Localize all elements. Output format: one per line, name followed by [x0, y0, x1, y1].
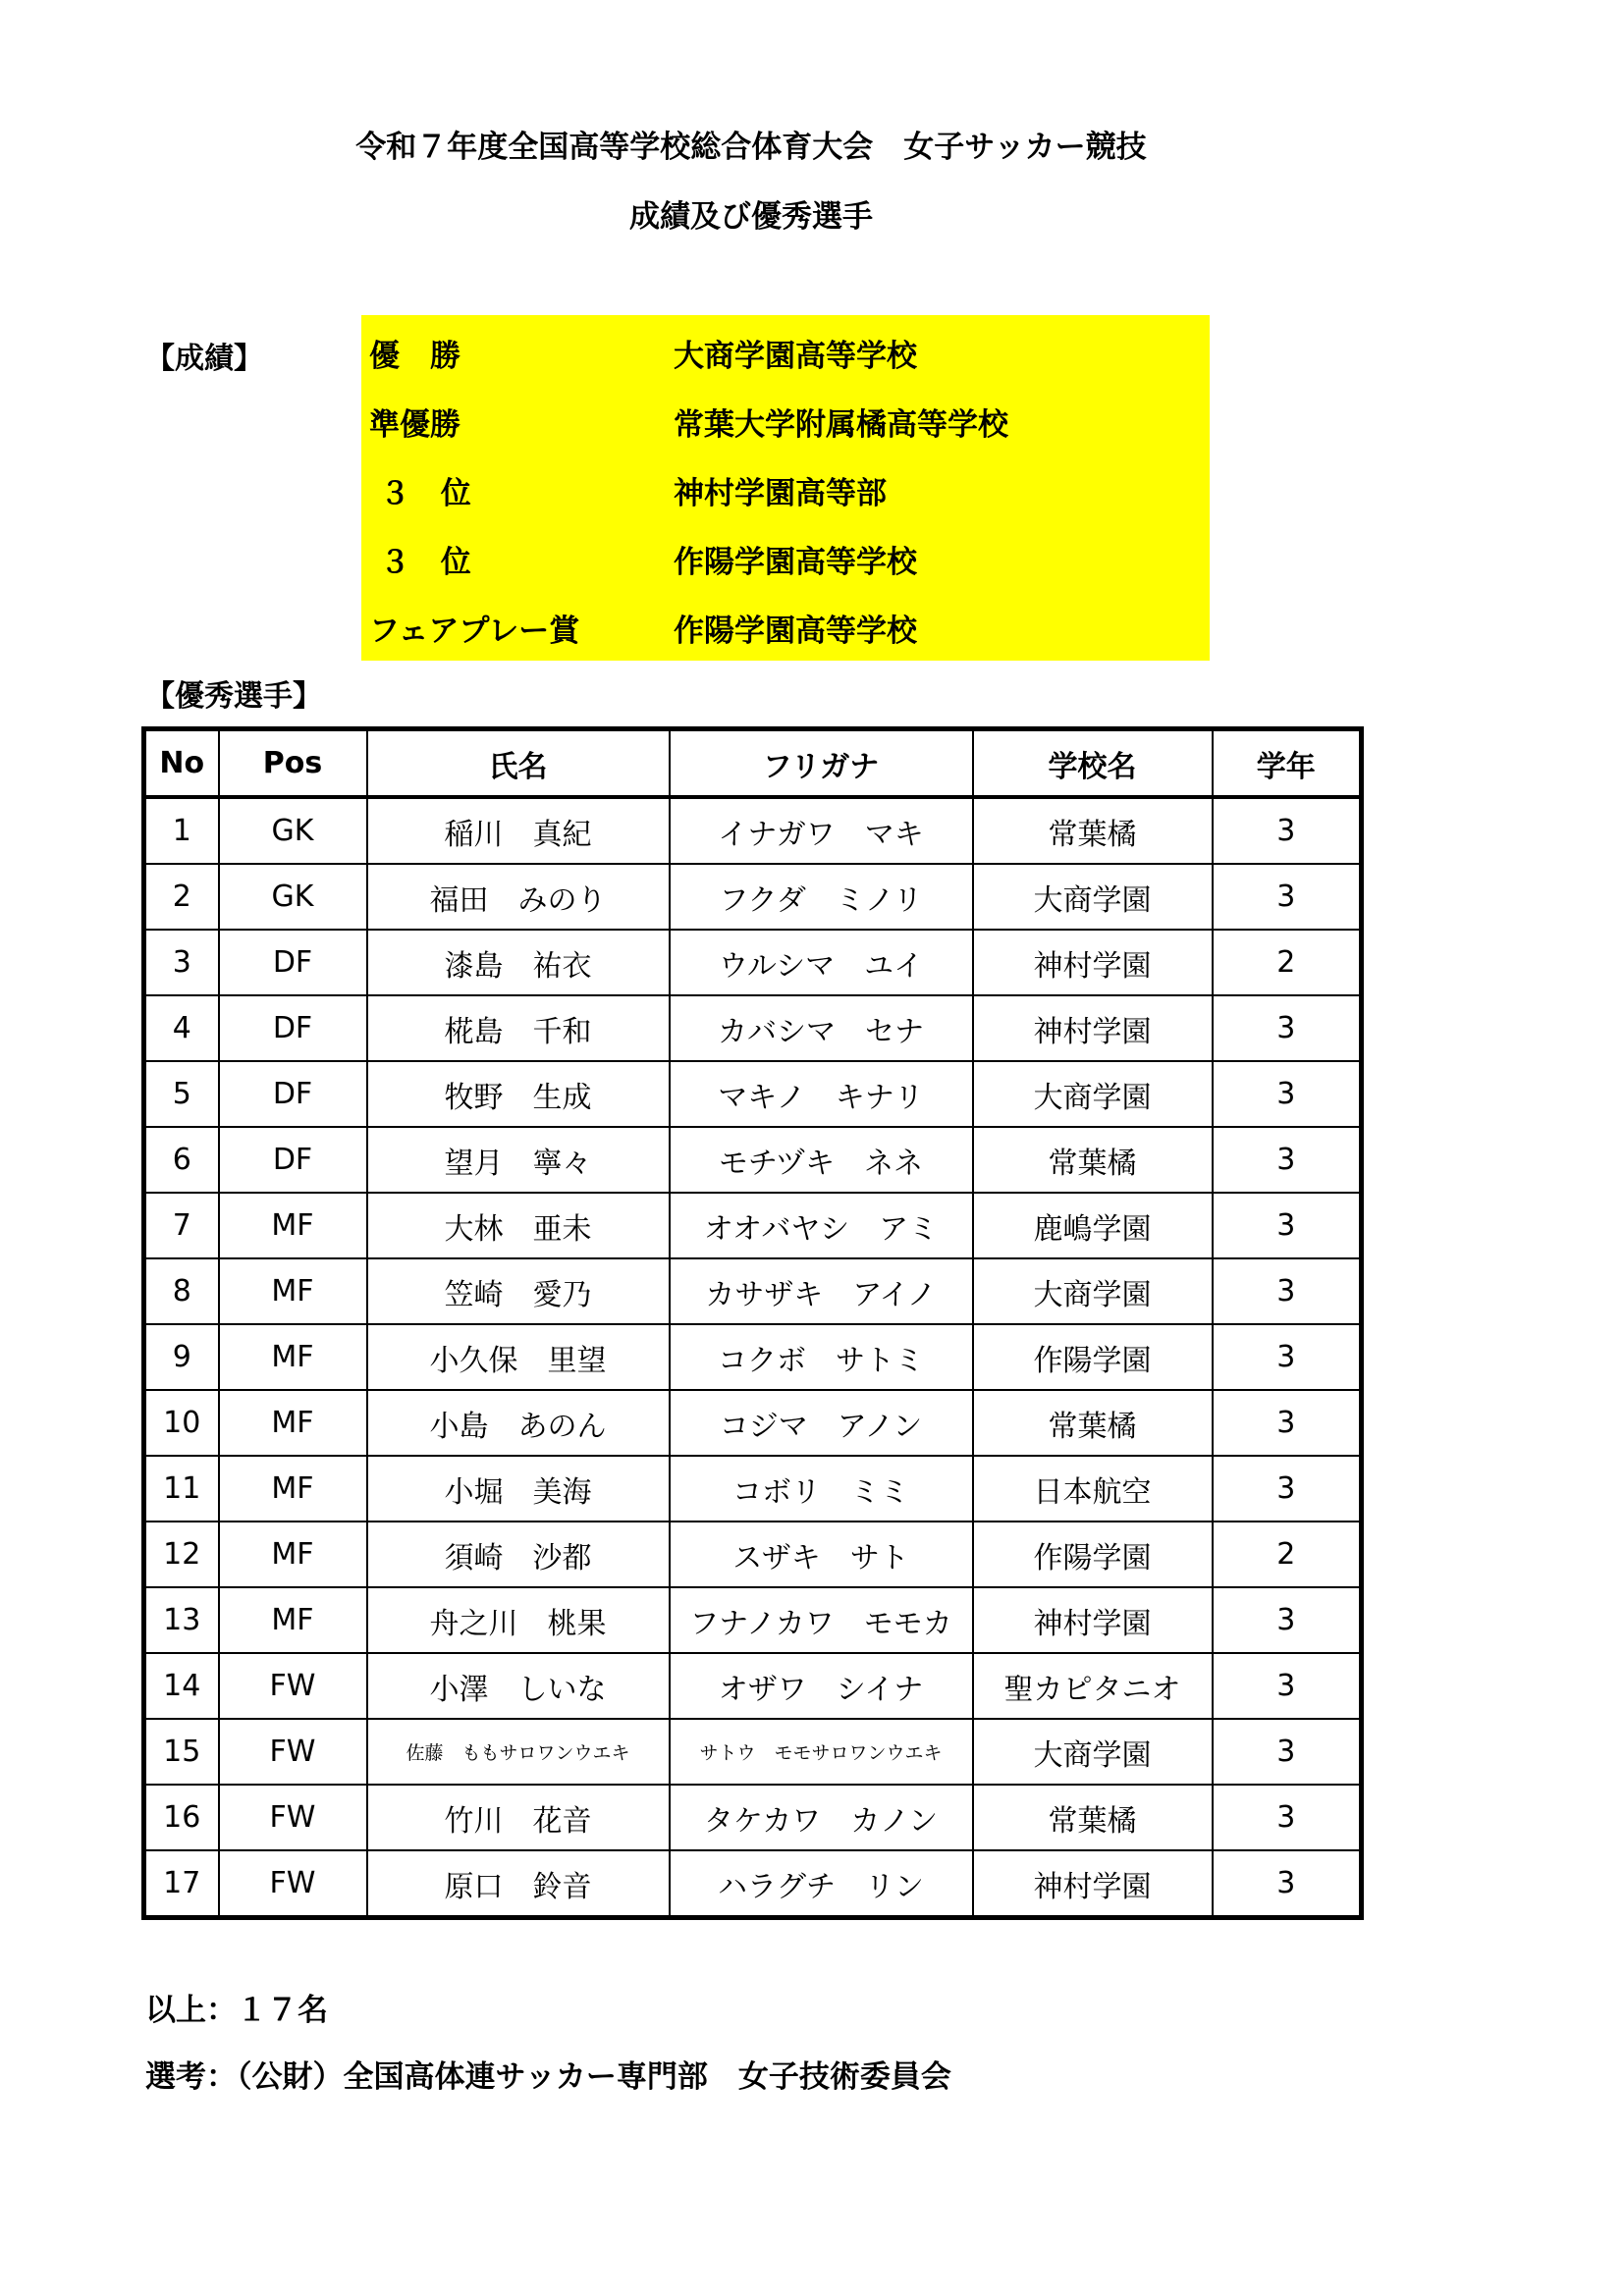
- cell-grade: 3: [1213, 1850, 1362, 1918]
- table-row: [144, 1456, 1362, 1522]
- cell-name: 椛島 千和: [367, 995, 670, 1061]
- cell-school: 神村学園: [973, 1850, 1213, 1918]
- cell-grade: 3: [1213, 1127, 1362, 1193]
- table-row: [144, 1522, 1362, 1587]
- result-row: [361, 315, 1210, 382]
- cell-school: 常葉橘: [973, 1127, 1213, 1193]
- cell-kana: タケカワ カノン: [670, 1785, 973, 1850]
- result-rank: ３ 位: [369, 476, 471, 511]
- cell-grade: 3: [1213, 1719, 1362, 1785]
- cell-no: 1: [144, 797, 219, 864]
- cell-kana: モチヅキ ネネ: [670, 1127, 973, 1193]
- cell-grade: 3: [1213, 1653, 1362, 1719]
- players-label: 【優秀選手】: [145, 679, 322, 714]
- cell-grade: 2: [1213, 930, 1362, 995]
- cell-no: 12: [144, 1522, 219, 1587]
- result-rank: 準優勝: [369, 407, 460, 443]
- cell-kana: カバシマ セナ: [670, 995, 973, 1061]
- table-row: [144, 1719, 1362, 1785]
- cell-pos: DF: [219, 995, 367, 1061]
- cell-name: 小久保 里望: [367, 1324, 670, 1390]
- cell-grade: 3: [1213, 1193, 1362, 1258]
- selection-committee: 選考：（公財）全国高体連サッカー専門部 女子技術委員会: [145, 2059, 951, 2095]
- result-school: 作陽学園高等学校: [674, 545, 917, 580]
- cell-kana: マキノ キナリ: [670, 1061, 973, 1127]
- result-school: 常葉大学附属橘高等学校: [674, 407, 1008, 443]
- cell-kana: ウルシマ ユイ: [670, 930, 973, 995]
- cell-no: 11: [144, 1456, 219, 1522]
- table-row: [144, 1850, 1362, 1918]
- cell-pos: FW: [219, 1850, 367, 1918]
- result-school: 作陽学園高等学校: [674, 614, 917, 649]
- cell-grade: 3: [1213, 995, 1362, 1061]
- cell-name: 原口 鈴音: [367, 1850, 670, 1918]
- cell-no: 16: [144, 1785, 219, 1850]
- cell-school: 神村学園: [973, 1587, 1213, 1653]
- cell-name: 笠崎 愛乃: [367, 1258, 670, 1324]
- cell-school: 大商学園: [973, 864, 1213, 930]
- cell-name: 佐藤 ももサロワンウエキ: [367, 1719, 670, 1785]
- players-table: [141, 726, 1364, 1920]
- cell-pos: MF: [219, 1258, 367, 1324]
- cell-pos: MF: [219, 1193, 367, 1258]
- cell-name: 小堀 美海: [367, 1456, 670, 1522]
- results-highlight-box: [361, 315, 1210, 661]
- table-row: [144, 1324, 1362, 1390]
- cell-pos: MF: [219, 1390, 367, 1456]
- cell-kana: サトウ モモサロワンウエキ: [670, 1719, 973, 1785]
- table-row: [144, 995, 1362, 1061]
- cell-pos: MF: [219, 1456, 367, 1522]
- cell-grade: 3: [1213, 1258, 1362, 1324]
- cell-pos: FW: [219, 1785, 367, 1850]
- cell-school: 神村学園: [973, 995, 1213, 1061]
- cell-name: 竹川 花音: [367, 1785, 670, 1850]
- cell-kana: コクボ サトミ: [670, 1324, 973, 1390]
- result-rank: 優 勝: [369, 339, 460, 374]
- cell-school: 大商学園: [973, 1061, 1213, 1127]
- cell-school: 日本航空: [973, 1456, 1213, 1522]
- cell-grade: 3: [1213, 1456, 1362, 1522]
- cell-no: 8: [144, 1258, 219, 1324]
- result-row: [361, 590, 1210, 657]
- cell-no: 17: [144, 1850, 219, 1918]
- table-row: [144, 1653, 1362, 1719]
- document-subtitle: 成績及び優秀選手: [629, 199, 873, 235]
- cell-pos: FW: [219, 1653, 367, 1719]
- result-school: 神村学園高等部: [674, 476, 887, 511]
- cell-no: 14: [144, 1653, 219, 1719]
- cell-grade: 3: [1213, 864, 1362, 930]
- document-title: 令和７年度全国高等学校総合体育大会 女子サッカー競技: [355, 130, 1147, 165]
- cell-kana: フクダ ミノリ: [670, 864, 973, 930]
- cell-name: 小島 あのん: [367, 1390, 670, 1456]
- cell-name: 漆島 祐衣: [367, 930, 670, 995]
- table-row: [144, 864, 1362, 930]
- cell-no: 6: [144, 1127, 219, 1193]
- result-row: [361, 453, 1210, 519]
- column-header-pos: Pos: [219, 729, 367, 798]
- cell-kana: イナガワ マキ: [670, 797, 973, 864]
- cell-grade: 3: [1213, 1587, 1362, 1653]
- cell-kana: コジマ アノン: [670, 1390, 973, 1456]
- cell-pos: MF: [219, 1522, 367, 1587]
- cell-no: 10: [144, 1390, 219, 1456]
- result-school: 大商学園高等学校: [674, 339, 917, 374]
- column-header-no: No: [144, 729, 219, 798]
- cell-grade: 3: [1213, 797, 1362, 864]
- table-row: [144, 1193, 1362, 1258]
- cell-pos: DF: [219, 930, 367, 995]
- cell-school: 常葉橘: [973, 1785, 1213, 1850]
- table-row: [144, 1258, 1362, 1324]
- cell-grade: 2: [1213, 1522, 1362, 1587]
- table-header-row: [144, 729, 1362, 798]
- cell-no: 15: [144, 1719, 219, 1785]
- cell-name: 望月 寧々: [367, 1127, 670, 1193]
- table-row: [144, 1061, 1362, 1127]
- cell-name: 須崎 沙都: [367, 1522, 670, 1587]
- result-rank: ３ 位: [369, 545, 471, 580]
- cell-no: 2: [144, 864, 219, 930]
- cell-pos: MF: [219, 1324, 367, 1390]
- table-row: [144, 1587, 1362, 1653]
- cell-kana: コボリ ミミ: [670, 1456, 973, 1522]
- result-rank: フェアプレー賞: [369, 614, 580, 649]
- cell-school: 大商学園: [973, 1258, 1213, 1324]
- cell-school: 神村学園: [973, 930, 1213, 995]
- cell-grade: 3: [1213, 1390, 1362, 1456]
- results-label: 【成績】: [145, 342, 263, 376]
- cell-school: 大商学園: [973, 1719, 1213, 1785]
- cell-grade: 3: [1213, 1785, 1362, 1850]
- cell-school: 聖カピタニオ: [973, 1653, 1213, 1719]
- cell-pos: MF: [219, 1587, 367, 1653]
- table-row: [144, 1127, 1362, 1193]
- cell-kana: カサザキ アイノ: [670, 1258, 973, 1324]
- cell-kana: ハラグチ リン: [670, 1850, 973, 1918]
- cell-no: 4: [144, 995, 219, 1061]
- cell-grade: 3: [1213, 1061, 1362, 1127]
- total-count: 以上：１７名: [145, 1993, 328, 2028]
- cell-pos: DF: [219, 1061, 367, 1127]
- cell-name: 稲川 真紀: [367, 797, 670, 864]
- cell-school: 鹿嶋学園: [973, 1193, 1213, 1258]
- cell-kana: スザキ サト: [670, 1522, 973, 1587]
- cell-school: 作陽学園: [973, 1522, 1213, 1587]
- cell-kana: オオバヤシ アミ: [670, 1193, 973, 1258]
- cell-school: 常葉橘: [973, 797, 1213, 864]
- column-header-school: 学校名: [973, 729, 1213, 798]
- result-row: [361, 521, 1210, 588]
- cell-pos: GK: [219, 797, 367, 864]
- cell-grade: 3: [1213, 1324, 1362, 1390]
- cell-school: 常葉橘: [973, 1390, 1213, 1456]
- table-row: [144, 1390, 1362, 1456]
- cell-no: 7: [144, 1193, 219, 1258]
- column-header-grade: 学年: [1213, 729, 1362, 798]
- cell-pos: FW: [219, 1719, 367, 1785]
- cell-name: 大林 亜未: [367, 1193, 670, 1258]
- players-table-body: [144, 797, 1362, 1918]
- cell-no: 3: [144, 930, 219, 995]
- cell-pos: DF: [219, 1127, 367, 1193]
- table-row: [144, 797, 1362, 864]
- cell-no: 5: [144, 1061, 219, 1127]
- cell-name: 舟之川 桃果: [367, 1587, 670, 1653]
- cell-name: 牧野 生成: [367, 1061, 670, 1127]
- cell-kana: フナノカワ モモカ: [670, 1587, 973, 1653]
- table-row: [144, 1785, 1362, 1850]
- cell-kana: オザワ シイナ: [670, 1653, 973, 1719]
- cell-no: 9: [144, 1324, 219, 1390]
- column-header-name: 氏名: [367, 729, 670, 798]
- table-row: [144, 930, 1362, 995]
- cell-school: 作陽学園: [973, 1324, 1213, 1390]
- column-header-kana: フリガナ: [670, 729, 973, 798]
- cell-name: 福田 みのり: [367, 864, 670, 930]
- result-row: [361, 384, 1210, 451]
- cell-pos: GK: [219, 864, 367, 930]
- cell-no: 13: [144, 1587, 219, 1653]
- cell-name: 小澤 しいな: [367, 1653, 670, 1719]
